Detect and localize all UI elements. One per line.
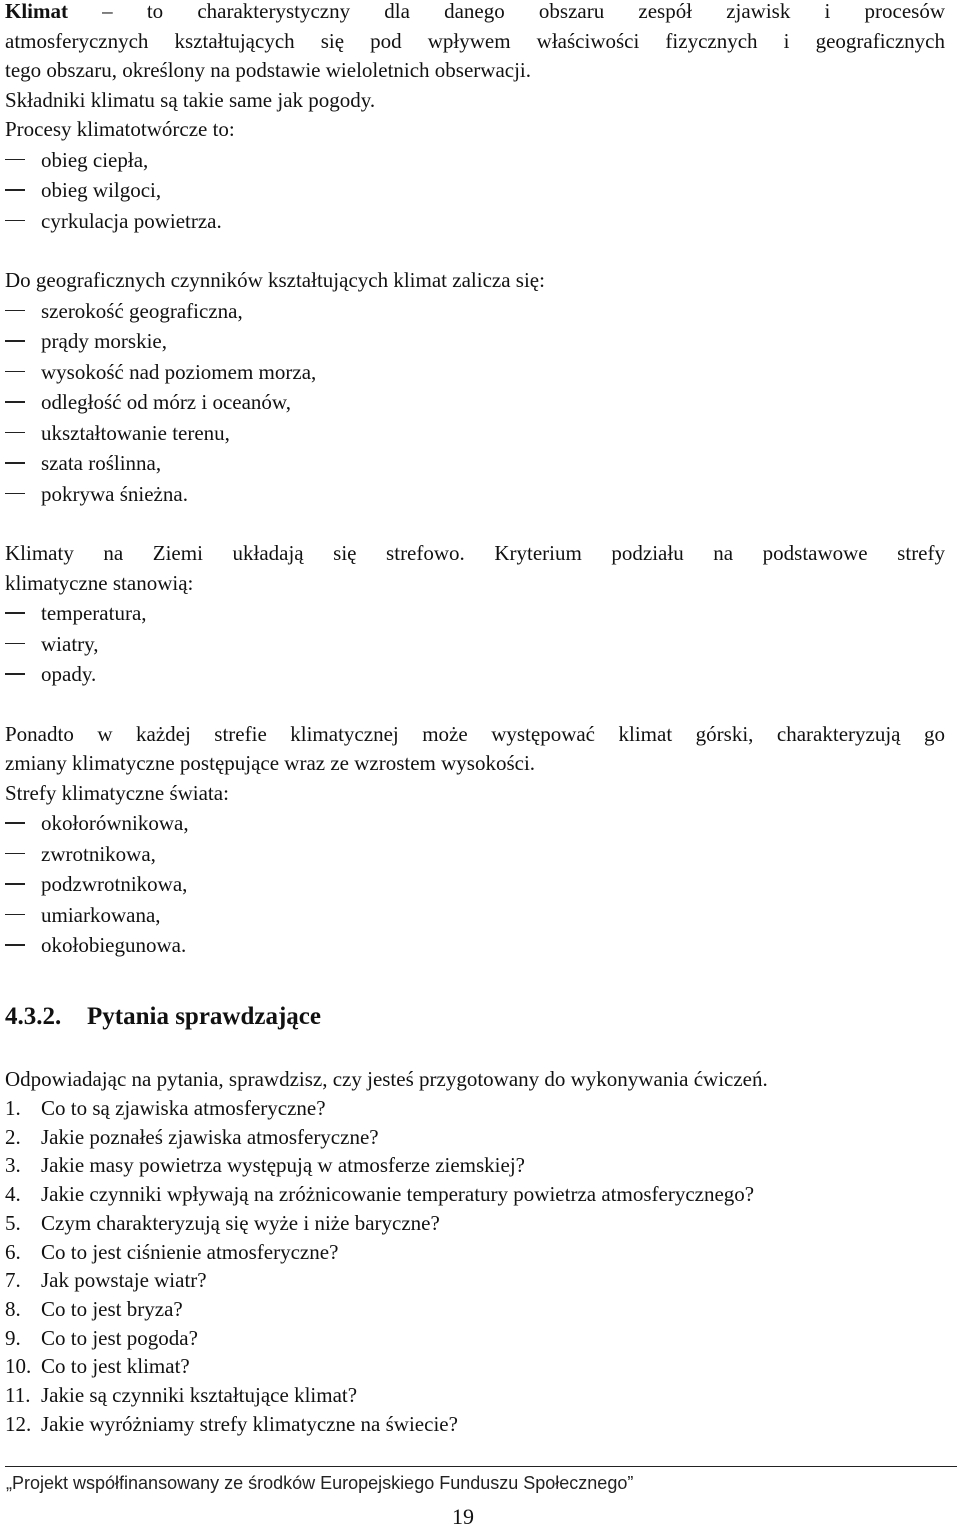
section-title: Pytania sprawdzające [87,1003,321,1030]
questions-list [5,1094,945,1438]
list-item: obieg ciepła, [5,145,945,176]
list-item: temperatura, [5,598,945,629]
dash-bullet [5,432,25,434]
definition-term: Klimat [5,0,68,23]
procesy-list [5,145,945,237]
list-item: cyrkulacja powietrza. [5,206,945,237]
dash-bullet [5,493,25,495]
list-item: umiarkowana, [5,900,945,931]
list-item: ukształtowanie terenu, [5,418,945,449]
question-item: 8. Co to jest bryza? [5,1296,183,1321]
dash-bullet [5,401,25,403]
skladniki-text: Składniki klimatu są takie same jak pogody. [5,87,376,112]
question-item: 10. Co to jest klimat? [5,1354,190,1379]
kryteria-list [5,598,945,690]
dash-bullet [5,643,25,645]
list-item: obieg wilgoci, [5,175,945,206]
question-item: 9. Co to jest pogoda? [5,1325,198,1350]
question-item: 4. Jakie czynniki wpływają na zróżnicowanie temperatury powietrza atmosferycznego? [5,1182,755,1207]
dash-bullet [5,159,25,161]
definition-line-1 [5,0,945,27]
question-item: 6. Co to jest ciśnienie atmosferyczne? [5,1239,339,1264]
dash-bullet [5,673,25,675]
page-number: 19 [452,1504,474,1529]
footer-divider [5,1466,957,1467]
gorski-line-1: Ponadto w każdej strefie klimatycznej może występować klimat górski, charakteryzują go [5,721,945,746]
question-item: 5. Czym charakteryzują się wyże i niże baryczne? [5,1210,440,1235]
dash-bullet [5,220,25,222]
czynniki-intro: Do geograficznych czynników kształtujących klimat zalicza się: [5,268,545,292]
dash-bullet [5,310,25,312]
question-item: 1. Co to są zjawiska atmosferyczne? [5,1096,326,1120]
questions-block [5,1065,945,1438]
question-item: 11. Jakie są czynniki kształtujące klimat? [5,1383,358,1408]
list-item: szerokość geograficzna, [5,296,945,327]
dash-bullet [5,371,25,373]
dash-bullet [5,462,25,464]
list-item: prądy morskie, [5,326,945,357]
czynniki-list [5,296,945,510]
questions-intro: Odpowiadając na pytania, sprawdzisz, czy jesteś przygotowany do wykonywania ćwiczeń. [5,1067,768,1091]
dash-bullet [5,822,25,824]
footer-text: „Projekt współfinansowany ze środków Europejskiego Funduszu Społecznego” [6,1473,634,1493]
definition-line-2: atmosferycznych kształtujących się pod wpływem właściwości fizycznych i geograficznych [5,28,945,53]
question-item: 2. Jakie poznałeś zjawiska atmosferyczne? [5,1124,379,1149]
definition-text: – to charakterystyczny dla danego obszaru zespół zjawisk i procesów [102,0,945,23]
list-item: zwrotnikowa, [5,839,945,870]
question-item: 12. Jakie wyróżniamy strefy klimatyczne na świecie? [5,1411,458,1436]
section-number: 4.3.2. [5,1003,62,1030]
document-page [5,0,945,1436]
list-item: okołorównikowa, [5,808,945,839]
strefy-list [5,808,945,961]
dash-bullet [5,944,25,946]
section-heading [5,999,321,1035]
list-item: pokrywa śnieżna. [5,479,945,510]
dash-bullet [5,914,25,916]
gorski-line-2: zmiany klimatyczne postępujące wraz ze wzrostem wysokości. [5,751,536,775]
list-item: opady. [5,659,945,690]
definition-line-3: tego obszaru, określony na podstawie wieloletnich obserwacji. [5,58,532,82]
dash-bullet [5,340,25,342]
question-item: 7. Jak powstaje wiatr? [5,1268,207,1293]
procesy-intro: Procesy klimatotwórcze to: [5,117,235,141]
list-item: odległość od mórz i oceanów, [5,387,945,418]
list-item: podzwrotnikowa, [5,869,945,900]
dash-bullet [5,883,25,885]
list-item: wysokość nad poziomem morza, [5,357,945,388]
strefowo-line-1: Klimaty na Ziemi układają się strefowo. Kryterium podziału na podstawowe strefy [5,541,945,565]
list-item: wiatry, [5,629,945,660]
list-item: szata roślinna, [5,448,945,479]
strefowo-line-2: klimatyczne stanowią: [5,570,194,595]
dash-bullet [5,189,25,191]
dash-bullet [5,612,25,614]
strefy-intro: Strefy klimatyczne świata: [5,780,229,805]
question-item: 3. Jakie masy powietrza występują w atmosferze ziemskiej? [5,1153,525,1178]
list-item: okołobiegunowa. [5,930,945,961]
dash-bullet [5,853,25,855]
